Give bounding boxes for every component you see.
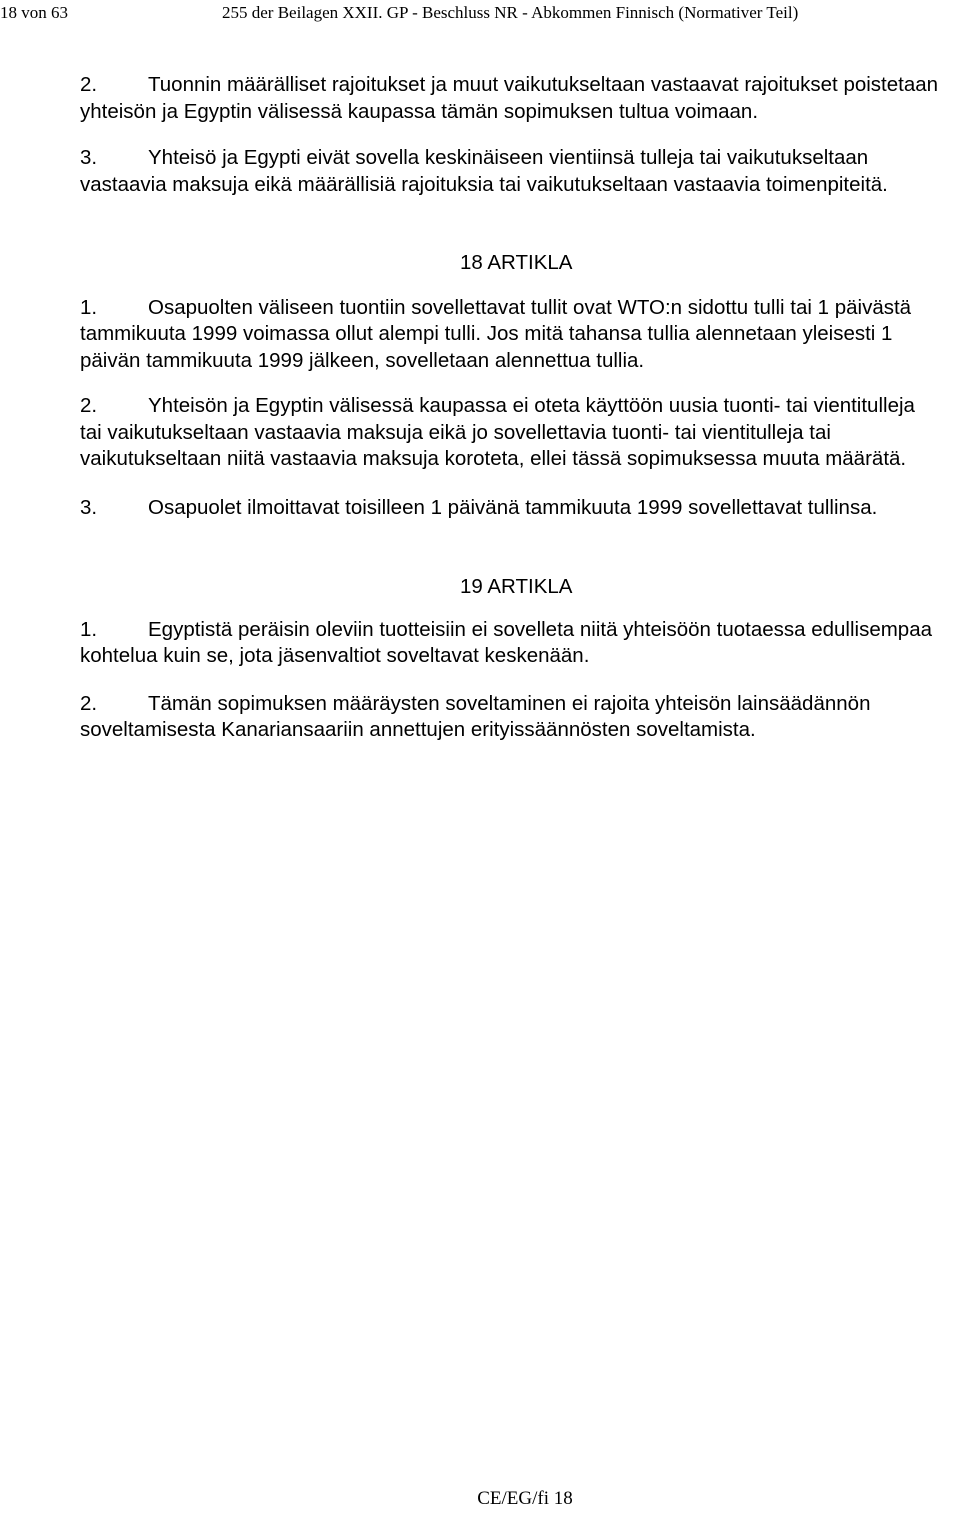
- paragraph-2: [80, 72, 940, 125]
- page-footer: [0, 1488, 960, 1510]
- paragraph-number: 1.: [80, 617, 98, 641]
- article-19-paragraph-2: [80, 691, 940, 744]
- running-title: 255 der Beilagen XXII. GP - Beschluss NR - Abkommen Finnisch (Normativer Teil): [222, 3, 799, 22]
- document-code: CE/EG/fi 18: [477, 1488, 573, 1509]
- page-number: 18 von 63: [0, 3, 68, 22]
- paragraph-text: Yhteisön ja Egyptin välisessä kaupassa ei oteta käyttöön uusia tuonti- tai vientitulleja tai vaikutukseltaan vastaavia maksuja eikä jo sovellettavia tuonti- tai vientitulleja tai vaikutukseltaan niitä vastaavia maksuja koroteta, ellei tässä sopimuksessa muuta määrätä.: [80, 394, 915, 470]
- paragraph-number: 3.: [80, 146, 98, 169]
- paragraph-text: Tämän sopimuksen määräysten soveltaminen ei rajoita yhteisön lainsäädännön soveltamisesta Kanariansaariin annettujen erityissäännösten soveltamista.: [80, 691, 871, 741]
- paragraph-number: 2.: [80, 691, 98, 715]
- article-18-heading: 18 ARTIKLA: [460, 251, 573, 274]
- paragraph-number: 3.: [80, 495, 98, 519]
- article-19-heading: 19 ARTIKLA: [460, 575, 573, 598]
- paragraph-number: 2.: [80, 73, 98, 96]
- document-body: [80, 72, 940, 763]
- paragraph-text: Egyptistä peräisin oleviin tuotteisiin ei sovelleta niitä yhteisöön tuotaessa edullisempaa kohtelua kuin se, jota jäsenvaltiot soveltavat keskenään.: [80, 617, 933, 667]
- paragraph-3: [80, 145, 940, 198]
- article-18-paragraph-2: [80, 393, 940, 473]
- article-18-paragraph-1: [80, 295, 940, 375]
- paragraph-number: 2.: [80, 394, 98, 417]
- page-header: [0, 3, 960, 25]
- paragraph-text: Osapuolten väliseen tuontiin sovellettavat tullit ovat WTO:n sidottu tulli tai 1 päivästä tammikuuta 1999 voimassa ollut alempi tulli. Jos mitä tahansa tullia alennetaan yleisesti 1 päivän tammikuuta 1999 jälkeen, sovelletaan alennettua tullia.: [80, 295, 912, 372]
- paragraph-text: Osapuolet ilmoittavat toisilleen 1 päivänä tammikuuta 1999 sovellettavat tullinsa.: [148, 495, 878, 519]
- article-19-paragraph-1: [80, 617, 940, 670]
- paragraph-text: Yhteisö ja Egypti eivät sovella keskinäiseen vientiinsä tulleja tai vaikutukseltaan vastaavia maksuja eikä määrällisiä rajoituksia tai vaikutukseltaan vastaavia toimenpiteitä.: [80, 146, 888, 196]
- paragraph-number: 1.: [80, 295, 98, 319]
- article-18-paragraph-3: [80, 495, 940, 522]
- paragraph-text: Tuonnin määrälliset rajoitukset ja muut vaikutukseltaan vastaavat rajoitukset poistetaan yhteisön ja Egyptin välisessä kaupassa tämän sopimuksen tultua voimaan.: [80, 73, 939, 123]
